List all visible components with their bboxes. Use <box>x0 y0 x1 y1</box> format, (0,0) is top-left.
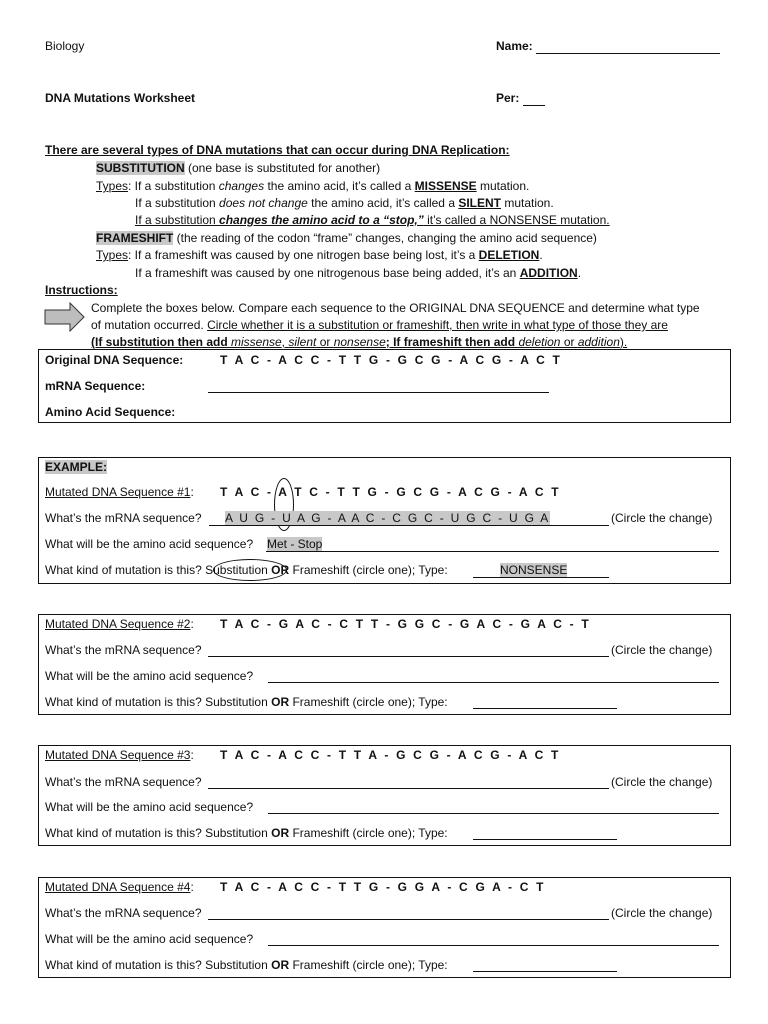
frameshift-term: FRAMESHIFT <box>96 231 174 245</box>
types-label: Types <box>96 248 129 262</box>
q2-frameshift-tail: Frameshift (circle one); Type: <box>292 695 448 709</box>
q2-or: OR <box>271 695 290 709</box>
example-colon: : <box>190 485 194 499</box>
q4-mutated-sequence: T A C - A C C - T T G - G G A - C G A - C T <box>220 880 546 894</box>
instr3-d: silent <box>288 335 317 349</box>
q2-kind-question: What kind of mutation is this? Substitution <box>45 695 268 709</box>
q4-circle-change-label: (Circle the change) <box>611 906 713 920</box>
example-type-answer: NONSENSE <box>500 563 568 577</box>
fs-type-line-1 <box>96 248 543 262</box>
example-mut-label-text: Mutated DNA Sequence #1 <box>45 485 191 499</box>
instructions-line-2 <box>91 318 668 332</box>
example-mrna-answer: A U G - U A G - A A C - C G C - U G C - U G A <box>225 511 551 525</box>
q2-mutated-label: Mutated DNA Sequence #2: <box>45 617 194 631</box>
instructions-line2-b: Circle whether it is a substitution or frameshift, then write in what type of those they are <box>207 318 668 332</box>
q2-mutated-sequence: T A C - G A C - C T T - G G C - G A C - G A C - T <box>220 617 591 631</box>
arrow-right-icon <box>44 302 86 332</box>
q3-aa-question: What will be the amino acid sequence? <box>45 800 254 814</box>
q2-mrna-blank[interactable] <box>208 643 609 657</box>
q3-mutated-sequence: T A C - A C C - T T A - G C G - A C G - A C T <box>220 748 561 762</box>
example-circle-change-label: (Circle the change) <box>611 511 713 525</box>
sub-line3-b: changes the amino acid to a “stop,” <box>219 213 424 227</box>
silent-term: SILENT <box>458 196 501 210</box>
page-title: DNA Mutations Worksheet <box>45 91 196 105</box>
q3-kind-question: What kind of mutation is this? Substitution <box>45 826 268 840</box>
q4-aa-question: What will be the amino acid sequence? <box>45 932 254 946</box>
instr3-f: nonsense <box>333 335 386 349</box>
q2-type-blank[interactable] <box>473 695 617 709</box>
instructions-line-1: Complete the boxes below. Compare each sequence to the ORIGINAL DNA SEQUENCE and determine what type <box>91 301 700 315</box>
missense-term: MISSENSE <box>414 179 477 193</box>
q2-aa-blank[interactable] <box>268 669 719 683</box>
name-field[interactable] <box>496 39 720 54</box>
q3-type-blank[interactable] <box>473 826 617 840</box>
example-heading: EXAMPLE: <box>45 460 108 474</box>
sub-line1-c: the amino acid, it’s called a <box>264 179 415 193</box>
fs-line2-c: . <box>577 266 582 280</box>
example-mrna-question: What’s the mRNA sequence? <box>45 511 202 525</box>
substitution-term: SUBSTITUTION <box>96 161 185 175</box>
q3-aa-blank[interactable] <box>268 800 719 814</box>
intro-heading: There are several types of DNA mutations that can occur during DNA Replication: <box>45 143 510 157</box>
original-dna-sequence: T A C - A C C - T T G - G C G - A C G - A C T <box>220 353 563 367</box>
substitution-line <box>96 161 380 175</box>
instructions-line-3 <box>91 335 627 349</box>
types-label: Types <box>96 179 129 193</box>
name-blank[interactable] <box>536 39 720 54</box>
q4-or: OR <box>271 958 290 972</box>
sub-line2-b: does not change <box>219 196 308 210</box>
sub-line1-e: mutation. <box>476 179 530 193</box>
original-mrna-label: mRNA Sequence: <box>45 379 146 393</box>
q4-aa-blank[interactable] <box>268 932 719 946</box>
example-aa-blank[interactable] <box>266 536 719 552</box>
instr3-b: missense <box>230 335 282 349</box>
per-label: Per: <box>496 91 520 105</box>
q3-frameshift-tail: Frameshift (circle one); Type: <box>292 826 448 840</box>
instr3-k: ). <box>619 335 628 349</box>
q2-kind-line <box>45 695 448 709</box>
frameshift-line <box>96 231 597 245</box>
example-aa-answer: Met - Stop <box>267 537 323 551</box>
fs-line2-a: If a frameshift was caused by one nitrogenous base being added, it’s an <box>135 266 520 280</box>
sub-type-line-3 <box>96 213 720 227</box>
q4-mrna-blank[interactable] <box>208 906 609 920</box>
q2-aa-question: What will be the amino acid sequence? <box>45 669 254 683</box>
sub-type-line-1 <box>96 179 529 193</box>
name-label: Name: <box>496 39 533 53</box>
q3-mrna-blank[interactable] <box>208 775 609 789</box>
instr3-j: addition <box>577 335 620 349</box>
q4-mutated-label: Mutated DNA Sequence #4: <box>45 880 194 894</box>
example-or: OR <box>271 563 290 577</box>
fs-type-line-2 <box>135 266 581 280</box>
q3-mutated-label: Mutated DNA Sequence #3: <box>45 748 194 762</box>
sub-line1-b: changes <box>218 179 265 193</box>
example-seq-c: C - T T G - G C G - A C G - A C T <box>303 485 561 499</box>
example-frameshift-tail: Frameshift (circle one); Type: <box>292 563 448 577</box>
instr3-a: (If substitution then add <box>91 335 231 349</box>
per-field[interactable] <box>496 91 545 106</box>
fs-line1-a: : If a frameshift was caused by one nitrogen base being lost, it’s a <box>128 248 479 262</box>
example-aa-question: What will be the amino acid sequence? <box>45 537 254 551</box>
instr3-h: deletion <box>518 335 561 349</box>
example-mutated-label <box>45 485 194 499</box>
fs-line1-c: . <box>539 248 543 262</box>
q4-frameshift-tail: Frameshift (circle one); Type: <box>292 958 448 972</box>
q2-mut-label-text: Mutated DNA Sequence #2 <box>45 617 191 631</box>
instr3-e: or <box>316 335 334 349</box>
per-blank[interactable] <box>523 91 545 106</box>
frameshift-def: (the reading of the codon “frame” changes, changing the amino acid sequence) <box>173 231 597 245</box>
q4-kind-line <box>45 958 448 972</box>
example-substitution-option[interactable]: Substitution <box>205 563 268 577</box>
nonsense-def: it’s called a NONSENSE mutation. <box>423 213 610 227</box>
sub-line1-a: : If a substitution <box>128 179 219 193</box>
addition-term: ADDITION <box>519 266 578 280</box>
q3-mut-label-text: Mutated DNA Sequence #3 <box>45 748 191 762</box>
q2-mrna-question: What’s the mRNA sequence? <box>45 643 202 657</box>
q4-mut-label-text: Mutated DNA Sequence #4 <box>45 880 191 894</box>
instr3-c: , <box>281 335 289 349</box>
sub-line2-e: mutation. <box>501 196 554 210</box>
subject-label: Biology <box>45 39 85 53</box>
example-seq-changed-base: T <box>294 485 304 499</box>
example-seq-a: T A C - A <box>220 485 295 499</box>
instr3-g: ; If frameshift then add <box>385 335 519 349</box>
example-kind-question: What kind of mutation is this? <box>45 563 202 577</box>
example-mutated-sequence <box>220 485 561 499</box>
sub-line3-a: If a substitution <box>135 213 220 227</box>
q3-or: OR <box>271 826 290 840</box>
q4-kind-question: What kind of mutation is this? Substitution <box>45 958 268 972</box>
original-mrna-blank[interactable] <box>208 379 549 393</box>
instructions-line2-a: of mutation occurred. <box>91 318 208 332</box>
substitution-circle-mark <box>213 559 290 581</box>
sub-line2-c: the amino acid, it’s called a <box>307 196 459 210</box>
deletion-term: DELETION <box>478 248 540 262</box>
instructions-heading: Instructions: <box>45 283 118 297</box>
sub-type-line-2 <box>135 196 554 210</box>
substitution-def: (one base is substituted for another) <box>184 161 381 175</box>
q3-mrna-question: What’s the mRNA sequence? <box>45 775 202 789</box>
q3-circle-change-label: (Circle the change) <box>611 775 713 789</box>
q4-mrna-question: What’s the mRNA sequence? <box>45 906 202 920</box>
q4-type-blank[interactable] <box>473 958 617 972</box>
instr3-i: or <box>560 335 578 349</box>
original-aa-label: Amino Acid Sequence: <box>45 405 176 419</box>
q3-kind-line <box>45 826 448 840</box>
sub-line2-a: If a substitution <box>135 196 220 210</box>
q2-circle-change-label: (Circle the change) <box>611 643 713 657</box>
original-dna-label: Original DNA Sequence: <box>45 353 184 367</box>
